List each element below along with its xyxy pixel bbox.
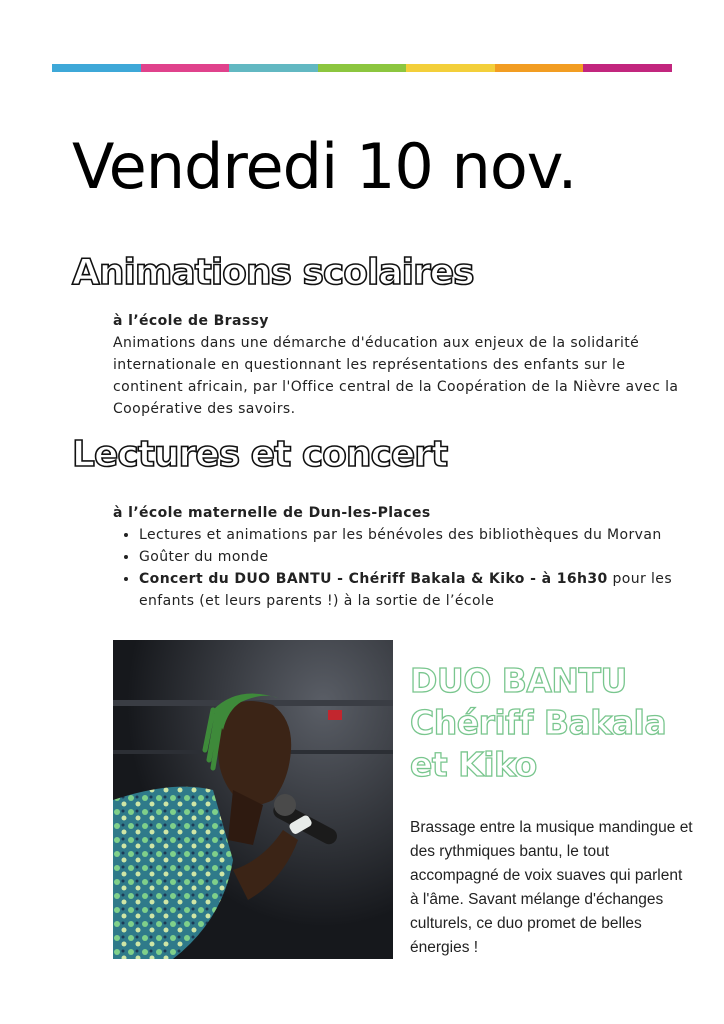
date-title: Vendredi 10 nov.: [72, 130, 577, 203]
stripe-segment: [583, 64, 672, 72]
duo-description: Brassage entre la musique mandingue et des rythmiques bantu, le tout accompagné de voix suaves qui parlent à l'âme. Savant mélange d'échanges culturels, ce duo promet de belles énergies !: [410, 818, 693, 956]
section-heading-animations: Animations scolaires: [72, 252, 474, 293]
color-stripe-bar: [52, 64, 672, 72]
stripe-segment: [495, 64, 584, 72]
stripe-segment: [318, 64, 407, 72]
lectures-location: à l’école maternelle de Dun-les-Places: [113, 505, 431, 521]
list-item: • Goûter du monde: [139, 546, 713, 568]
animations-body: Animations dans une démarche d'éducation aux enjeux de la solidarité internationale en questionnant les représentations des enfants sur le continent africain, par l'Office central de la Coopération de la Nièvre avec la Coopérative des savoirs.: [113, 335, 679, 417]
animations-block: [113, 310, 683, 420]
section-heading-lectures: Lectures et concert: [72, 434, 448, 475]
duo-title: [410, 660, 666, 786]
concert-details: pour les enfants (et leurs parents !) à la sortie de l’école: [139, 571, 673, 609]
list-item: • Lectures et animations par les bénévoles des bibliothèques du Morvan: [139, 524, 713, 546]
concert-highlight: Concert du DUO BANTU - Chériff Bakala & Kiko - à 16h30: [139, 571, 608, 587]
lectures-block: [113, 502, 713, 612]
lectures-list: [113, 524, 713, 612]
duo-title-line: et Kiko: [410, 745, 537, 784]
animations-location: à l’école de Brassy: [113, 313, 269, 329]
stripe-segment: [141, 64, 230, 72]
duo-title-line: DUO BANTU: [410, 661, 627, 700]
artist-photo: [113, 640, 393, 959]
duo-title-line: Chériff Bakala: [410, 703, 667, 742]
stripe-segment: [229, 64, 318, 72]
stripe-segment: [406, 64, 495, 72]
list-item-concert: [139, 568, 713, 612]
singer-illustration: [113, 640, 393, 959]
stripe-segment: [52, 64, 141, 72]
